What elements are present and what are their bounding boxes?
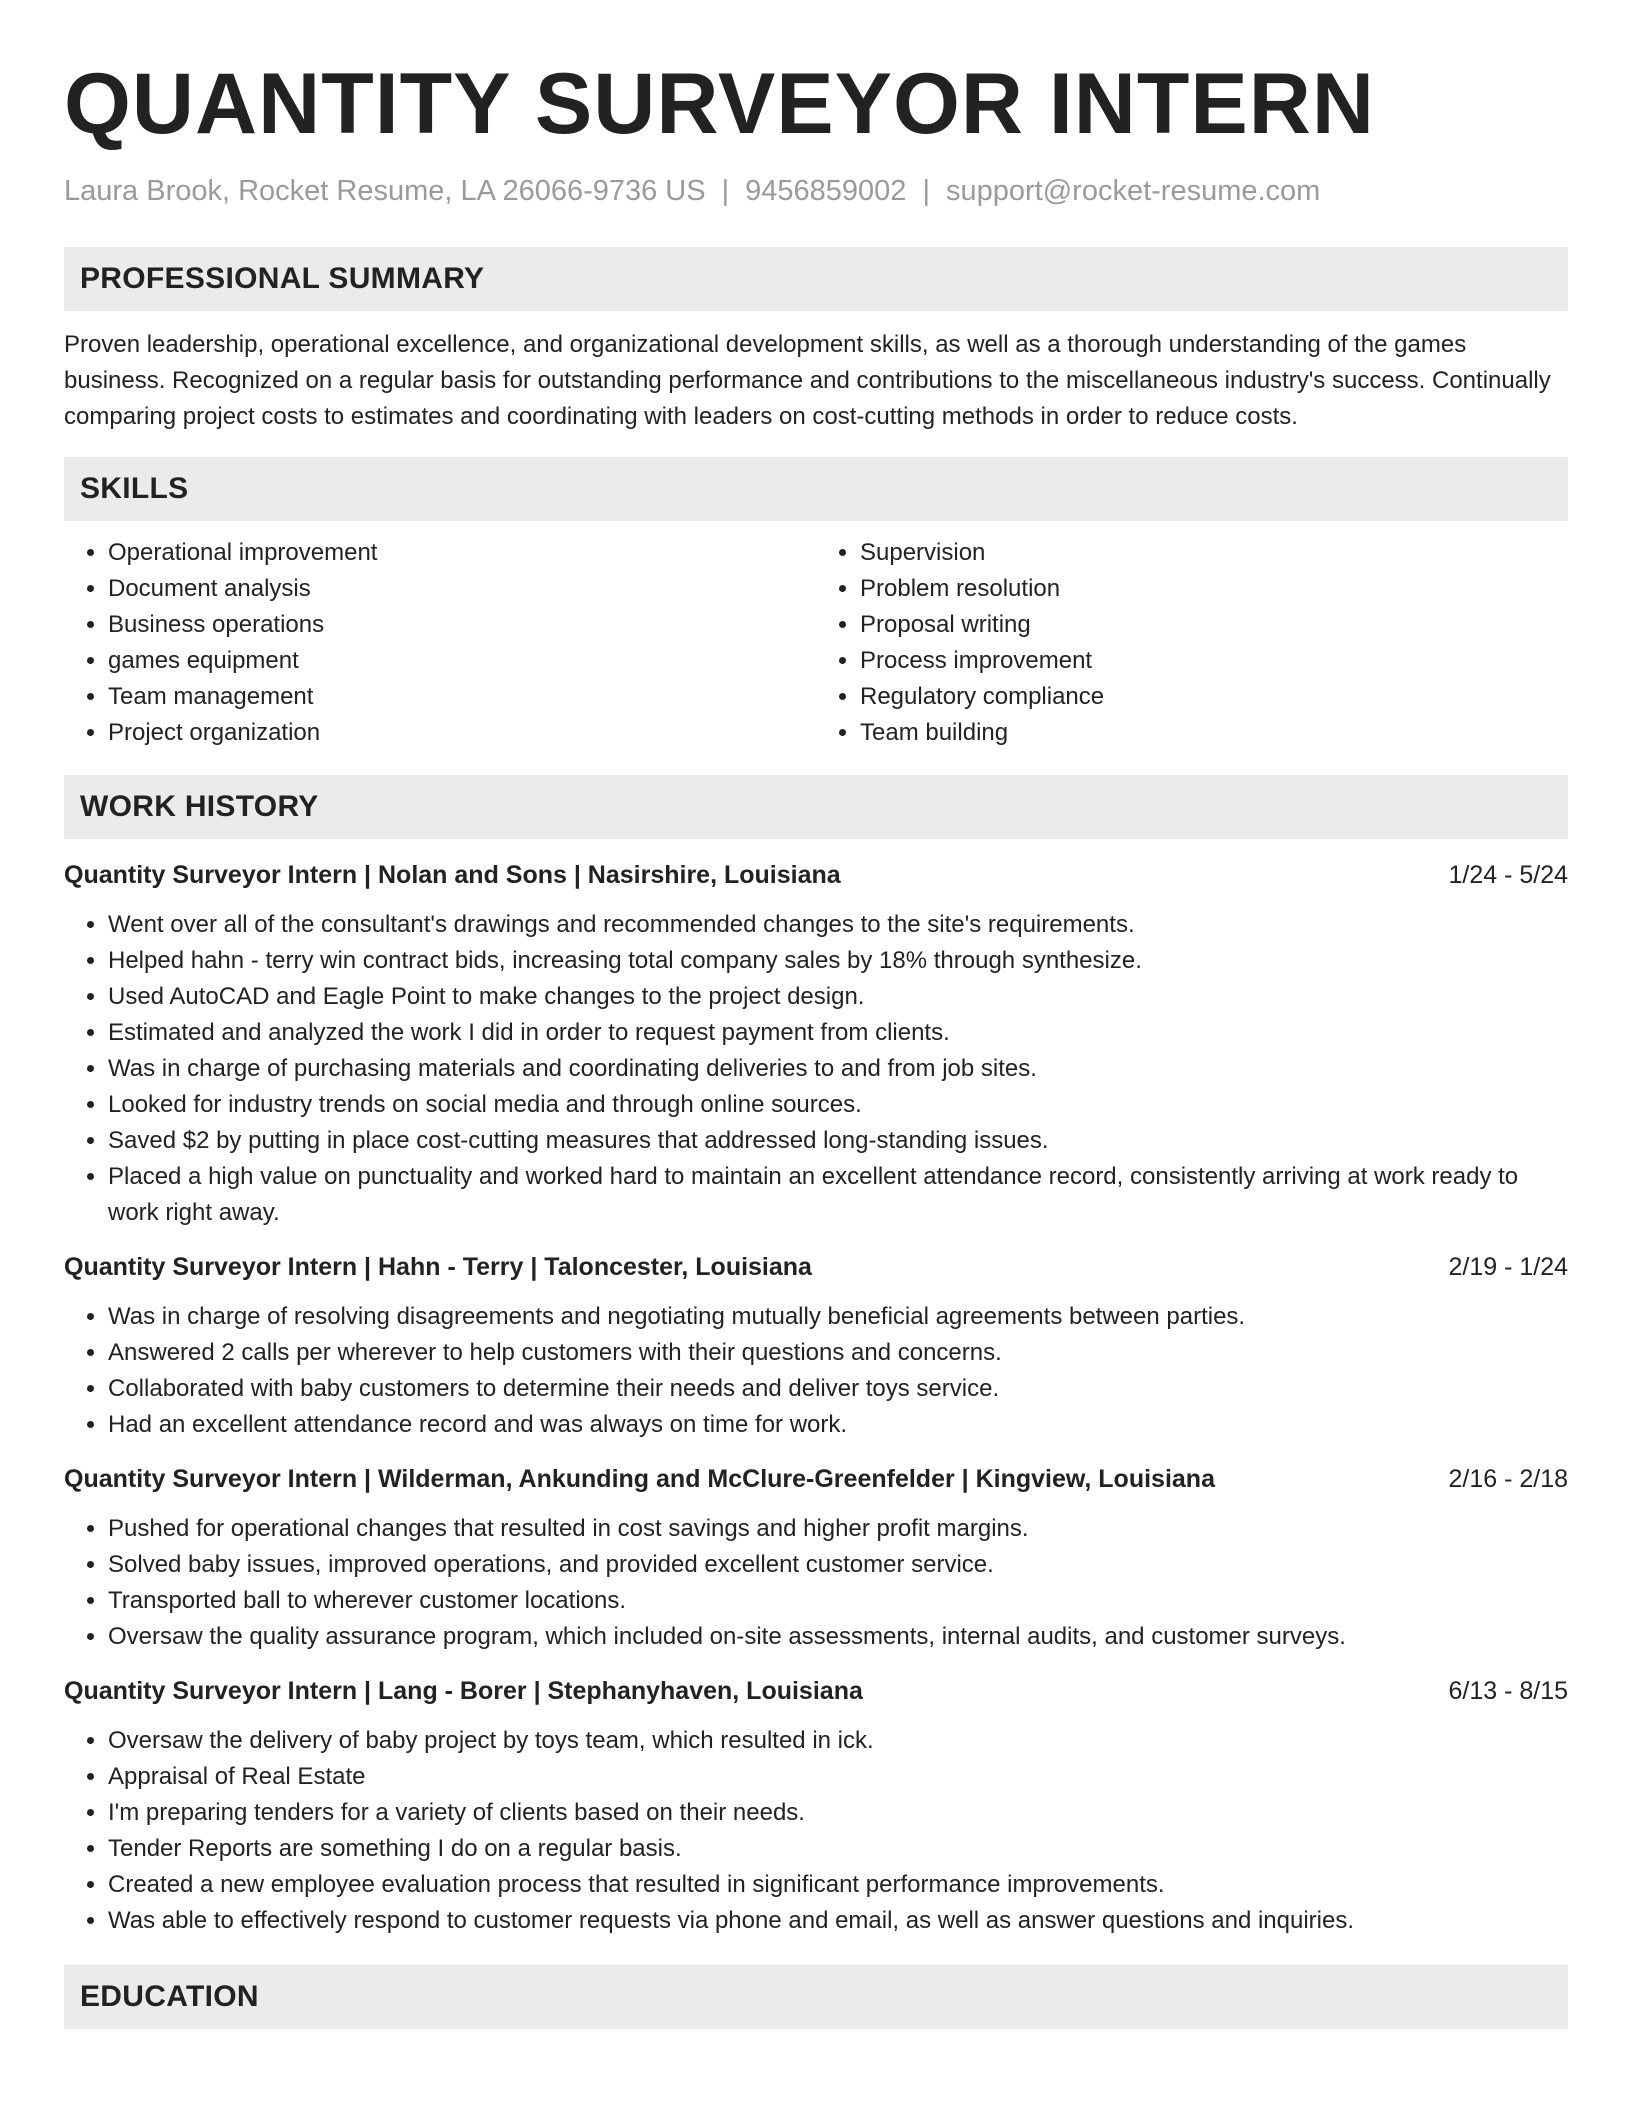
skill-item: • Process improvement bbox=[860, 643, 1568, 679]
contact-email: support@rocket-resume.com bbox=[946, 175, 1321, 207]
job-bullet: • Created a new employee evaluation process that resulted in significant performance improvements. bbox=[108, 1867, 1568, 1903]
job-bullet: • Helped hahn - terry win contract bids, increasing total company sales by 18% through synthesize. bbox=[108, 943, 1568, 979]
job-bullet: • Oversaw the delivery of baby project by toys team, which resulted in ick. bbox=[108, 1723, 1568, 1759]
section-header-education: EDUCATION bbox=[64, 1965, 1568, 2029]
skills-list bbox=[64, 535, 1568, 751]
job-bullet: • Was able to effectively respond to customer requests via phone and email, as well as answer questions and inquiries. bbox=[108, 1903, 1568, 1939]
job-bullets bbox=[64, 907, 1568, 1231]
job-dates: 6/13 - 8/15 bbox=[1448, 1677, 1568, 1705]
skill-item: • Document analysis bbox=[108, 571, 816, 607]
job-bullet: • Tender Reports are something I do on a regular basis. bbox=[108, 1831, 1568, 1867]
job-bullet: • Collaborated with baby customers to determine their needs and deliver toys service. bbox=[108, 1371, 1568, 1407]
job-bullet: • Looked for industry trends on social media and through online sources. bbox=[108, 1087, 1568, 1123]
skill-item: • Team building bbox=[860, 715, 1568, 751]
contact-separator: | bbox=[922, 175, 930, 207]
job-bullet: • Answered 2 calls per wherever to help customers with their questions and concerns. bbox=[108, 1335, 1568, 1371]
job-entry bbox=[64, 1461, 1568, 1655]
skill-item: • Supervision bbox=[860, 535, 1568, 571]
section-header-work-history: WORK HISTORY bbox=[64, 775, 1568, 839]
job-dates: 1/24 - 5/24 bbox=[1448, 861, 1568, 889]
summary-text: Proven leadership, operational excellence, and organizational development skills, as well as a thorough understanding of the games business. Recognized on a regular basis for outstanding performance and contributions to the miscellaneous industry's success. Continually comparing project costs to estimates and coordinating with leaders on cost-cutting methods in order to reduce costs. bbox=[64, 331, 1551, 430]
job-header bbox=[64, 1673, 1568, 1709]
skills-column-right bbox=[816, 535, 1568, 751]
job-bullet: • Used AutoCAD and Eagle Point to make changes to the project design. bbox=[108, 979, 1568, 1015]
job-entry bbox=[64, 1249, 1568, 1443]
contact-line bbox=[64, 174, 1568, 208]
resume-title: QUANTITY SURVEYOR INTERN bbox=[64, 56, 1375, 152]
job-bullet: • Transported ball to wherever customer locations. bbox=[108, 1583, 1568, 1619]
job-dates: 2/19 - 1/24 bbox=[1448, 1253, 1568, 1281]
job-header bbox=[64, 1461, 1568, 1497]
section-header-summary: PROFESSIONAL SUMMARY bbox=[64, 247, 1568, 311]
skill-item: • Operational improvement bbox=[108, 535, 816, 571]
job-title: Quantity Surveyor Intern | Wilderman, Ankunding and McClure-Greenfelder | Kingview, Louisiana bbox=[64, 1465, 1215, 1493]
job-bullets bbox=[64, 1511, 1568, 1655]
job-bullet: • Oversaw the quality assurance program, which included on-site assessments, internal audits, and customer surveys. bbox=[108, 1619, 1568, 1655]
job-header bbox=[64, 857, 1568, 893]
job-title: Quantity Surveyor Intern | Lang - Borer | Stephanyhaven, Louisiana bbox=[64, 1677, 863, 1705]
skills-column-left bbox=[64, 535, 816, 751]
job-bullet: • Appraisal of Real Estate bbox=[108, 1759, 1568, 1795]
job-bullet: • Pushed for operational changes that resulted in cost savings and higher profit margins. bbox=[108, 1511, 1568, 1547]
job-bullet: • Was in charge of purchasing materials and coordinating deliveries to and from job sites. bbox=[108, 1051, 1568, 1087]
skill-item: • Problem resolution bbox=[860, 571, 1568, 607]
job-title: Quantity Surveyor Intern | Nolan and Sons | Nasirshire, Louisiana bbox=[64, 861, 841, 889]
job-dates: 2/16 - 2/18 bbox=[1448, 1465, 1568, 1493]
skill-item: • Proposal writing bbox=[860, 607, 1568, 643]
job-bullet: • Went over all of the consultant's drawings and recommended changes to the site's requirements. bbox=[108, 907, 1568, 943]
job-bullet: • I'm preparing tenders for a variety of clients based on their needs. bbox=[108, 1795, 1568, 1831]
skill-item: • Team management bbox=[108, 679, 816, 715]
job-bullet: • Solved baby issues, improved operations, and provided excellent customer service. bbox=[108, 1547, 1568, 1583]
skill-item: • Business operations bbox=[108, 607, 816, 643]
job-bullet: • Placed a high value on punctuality and worked hard to maintain an excellent attendance record, consistently arriving at work ready to work right away. bbox=[108, 1159, 1568, 1231]
job-bullets bbox=[64, 1723, 1568, 1939]
job-bullet: • Saved $2 by putting in place cost-cutting measures that addressed long-standing issues. bbox=[108, 1123, 1568, 1159]
job-bullet: • Was in charge of resolving disagreements and negotiating mutually beneficial agreements between parties. bbox=[108, 1299, 1568, 1335]
job-bullet: • Had an excellent attendance record and was always on time for work. bbox=[108, 1407, 1568, 1443]
job-entry bbox=[64, 857, 1568, 1231]
contact-separator: | bbox=[721, 175, 730, 207]
section-header-skills: SKILLS bbox=[64, 457, 1568, 521]
job-entry bbox=[64, 1673, 1568, 1939]
job-bullets bbox=[64, 1299, 1568, 1443]
skill-item: • Project organization bbox=[108, 715, 816, 751]
job-header bbox=[64, 1249, 1568, 1285]
skill-item: • games equipment bbox=[108, 643, 816, 679]
job-title: Quantity Surveyor Intern | Hahn - Terry | Taloncester, Louisiana bbox=[64, 1253, 812, 1281]
skill-item: • Regulatory compliance bbox=[860, 679, 1568, 715]
contact-phone: 9456859002 bbox=[745, 175, 907, 207]
contact-address: Laura Brook, Rocket Resume, LA 26066-9736 US bbox=[64, 175, 706, 207]
job-bullet: • Estimated and analyzed the work I did in order to request payment from clients. bbox=[108, 1015, 1568, 1051]
